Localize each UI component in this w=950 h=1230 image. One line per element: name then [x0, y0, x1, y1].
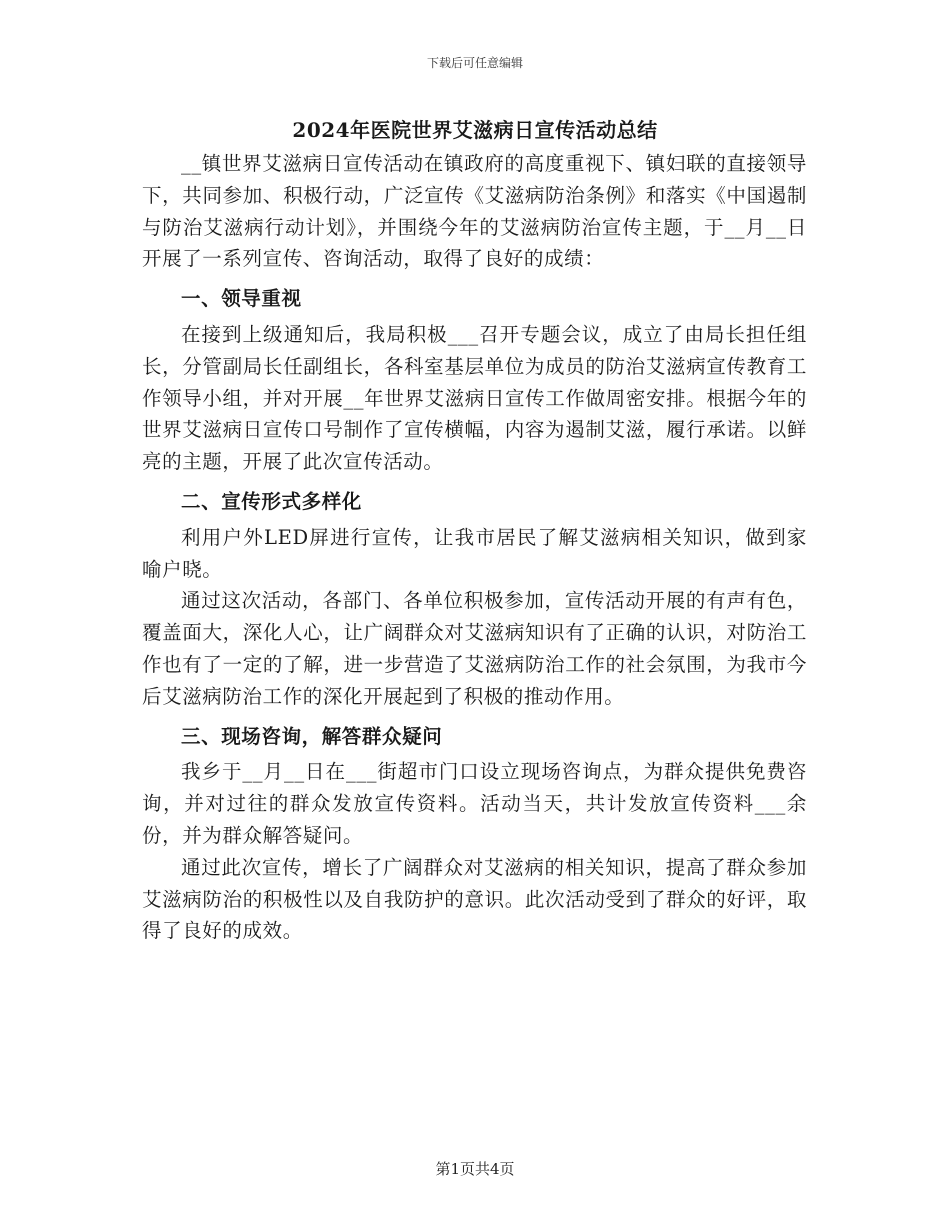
intro-paragraph: __镇世界艾滋病日宣传活动在镇政府的高度重视下、镇妇联的直接领导下，共同参加、积极行动，广泛宣传《艾滋病防治条例》和落实《中国遏制与防治艾滋病行动计划》，并围绕今年的艾滋病防治宣传主题，于__月__日开展了一系列宣传、咨询活动，取得了良好的成绩： [142, 152, 807, 271]
section-3-paragraph-1: 我乡于__月__日在___街超市门口设立现场咨询点，为群众提供免费咨询，并对过往的群众发放宣传资料。活动当天，共计发放宣传资料___余份，并为群众解答疑问。 [142, 760, 807, 847]
section-heading-1: 一、领导重视 [181, 287, 302, 311]
section-1-paragraph: 在接到上级通知后，我局积极___召开专题会议，成立了由局长担任组长，分管副局长任副组长，各科室基层单位为成员的防治艾滋病宣传教育工作领导小组，并对开展__年世界艾滋病日宣传工作做周密安排。根据今年的世界艾滋病日宣传口号制作了宣传横幅，内容为遏制艾滋，履行承诺。以鲜亮的主题，开展了此次宣传活动。 [142, 322, 807, 474]
section-heading-2: 二、宣传形式多样化 [181, 489, 362, 513]
page-footer: 第1页共4页 [435, 1160, 515, 1178]
document-title: 2024年医院世界艾滋病日宣传活动总结 [292, 118, 658, 142]
document-body [142, 148, 807, 947]
section-2-paragraph-2: 通过这次活动，各部门、各单位积极参加，宣传活动开展的有声有色，覆盖面大，深化人心，让广阔群众对艾滋病知识有了正确的认识，对防治工作也有了一定的了解，进一步营造了艾滋病防治工作的社会氛围，为我市今后艾滋病防治工作的深化开展起到了积极的推动作用。 [142, 589, 807, 708]
section-heading-3: 三、现场咨询，解答群众疑问 [181, 724, 443, 748]
header-note: 下载后可任意编辑 [426, 56, 523, 70]
section-3-paragraph-2: 通过此次宣传，增长了广阔群众对艾滋病的相关知识，提高了群众参加艾滋病防治的积极性以及自我防护的意识。此次活动受到了群众的好评，取得了良好的成效。 [142, 855, 807, 943]
section-2-paragraph-1: 利用户外LED屏进行宣传，让我市居民了解艾滋病相关知识，做到家喻户晓。 [142, 525, 807, 581]
